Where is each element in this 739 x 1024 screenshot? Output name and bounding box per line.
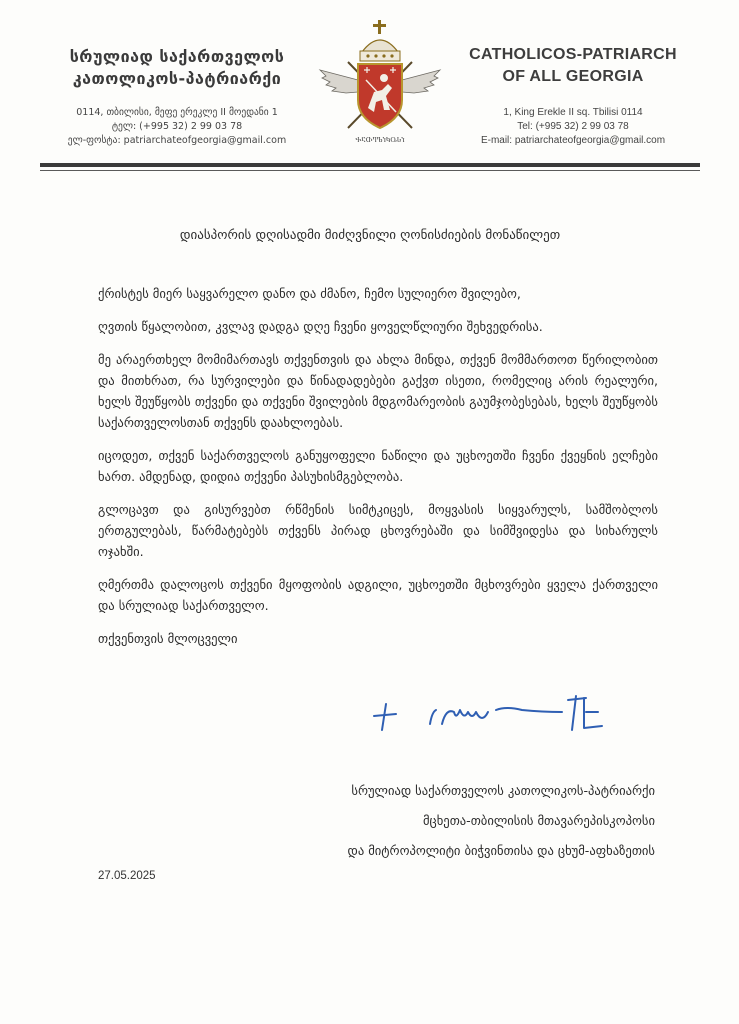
signatory-line2: მცხეთა-თბილისის მთავარეპისკოპოსი — [422, 813, 655, 828]
signatory-block — [348, 776, 655, 866]
header-right-title-line1: CATHOLICOS-PATRIARCH — [469, 46, 677, 63]
header-right-phone: Tel: (+995 32) 2 99 03 78 — [517, 121, 629, 132]
paragraph-3: მე არაერთხელ მომიმართავს თქვენთვის და ახლა მინდა, თქვენ მომმართოთ წერილობით და მითხრათ, რა სურვილები და წინადადებები გაქვთ ისეთი, რომელიც არის რეალური, ხელს შეუწყობს თქვენი და თქვენი შვილების მდგომარეობის გაუმჯობესებას, ხელს შეუწყობს საქართველოსთან თქვენს დაახლოებას. — [98, 352, 658, 430]
header-right-title-line2: OF ALL GEORGIA — [502, 68, 644, 85]
letter-date: 27.05.2025 — [98, 870, 156, 882]
header-right-email: E-mail: patriarchateofgeorgia@gmail.com — [480, 135, 666, 146]
header-right-address: 1, King Erekle II sq. Tbilisi 0114 — [503, 107, 643, 118]
header-right — [452, 44, 694, 148]
paragraph-greeting: ქრისტეს მიერ საყვარელო დანო და ძმანო, ჩემო სულიერო შვილებო, — [98, 286, 521, 301]
header-left-title-line2: კათოლიკოს-პატრიარქი — [72, 69, 282, 88]
header-left-title-line1: სრულიად საქართველოს — [69, 47, 285, 66]
paragraph-5: გლოცავთ და გისურვებთ რწმენის სიმტკიცეს, მოყვასის სიყვარულს, სამშობლოს ერთგულებას, წარმატებებს თქვენს პირად ცხოვრებაში და სიმშვიდესა და სიხარულს ოჯახში. — [98, 502, 658, 559]
header-divider-thick — [40, 163, 700, 167]
paragraph-2: ღვთის წყალობით, კვლავ დადგა დღე ჩვენი ყოველწლიური შეხვედრისა. — [98, 319, 543, 334]
header-left-email: ელ-ფოსტა: patriarchateofgeorgia@gmail.com — [67, 135, 287, 146]
letter-subject: დიასპორის დღისადმი მიძღვნილი ღონისძიების მონაწილეთ — [179, 228, 561, 243]
letter-body — [98, 283, 658, 661]
header-left-address: 0114, თბილისი, მეფე ერეკლე II მოედანი 1 — [76, 107, 278, 118]
signatory-line1: სრულიად საქართველოს კათოლიკოს-პატრიარქი — [351, 783, 655, 798]
signatory-line3: და მიტროპოლიტი ბიჭვინთისა და ცხუმ-აფხაზეთის — [347, 843, 655, 858]
header-left-phone: ტელ: (+995 32) 2 99 03 78 — [111, 121, 243, 132]
paragraph-4: იცოდეთ, თქვენ საქართველოს განუყოფელი ნაწილი და უცხოეთში ჩვენი ქვეყნის ელჩები ხართ. ამდენად, დიდია თქვენი პასუხისმგებლობა. — [98, 448, 658, 484]
handwritten-signature-icon — [372, 690, 632, 740]
header-left — [52, 46, 302, 148]
paragraph-closing: თქვენთვის მლოცველი — [98, 631, 238, 646]
header-divider-thin — [40, 170, 700, 171]
emblem-caption: ႵႠႧႤႪႨႩႭႱႨ — [355, 137, 405, 144]
patriarchate-coat-of-arms-icon — [318, 18, 442, 148]
paragraph-6: ღმერთმა დალოცოს თქვენი მყოფობის ადგილი, უცხოეთში მცხოვრები ყველა ქართველი და სრულიად საქართველო. — [98, 577, 658, 613]
